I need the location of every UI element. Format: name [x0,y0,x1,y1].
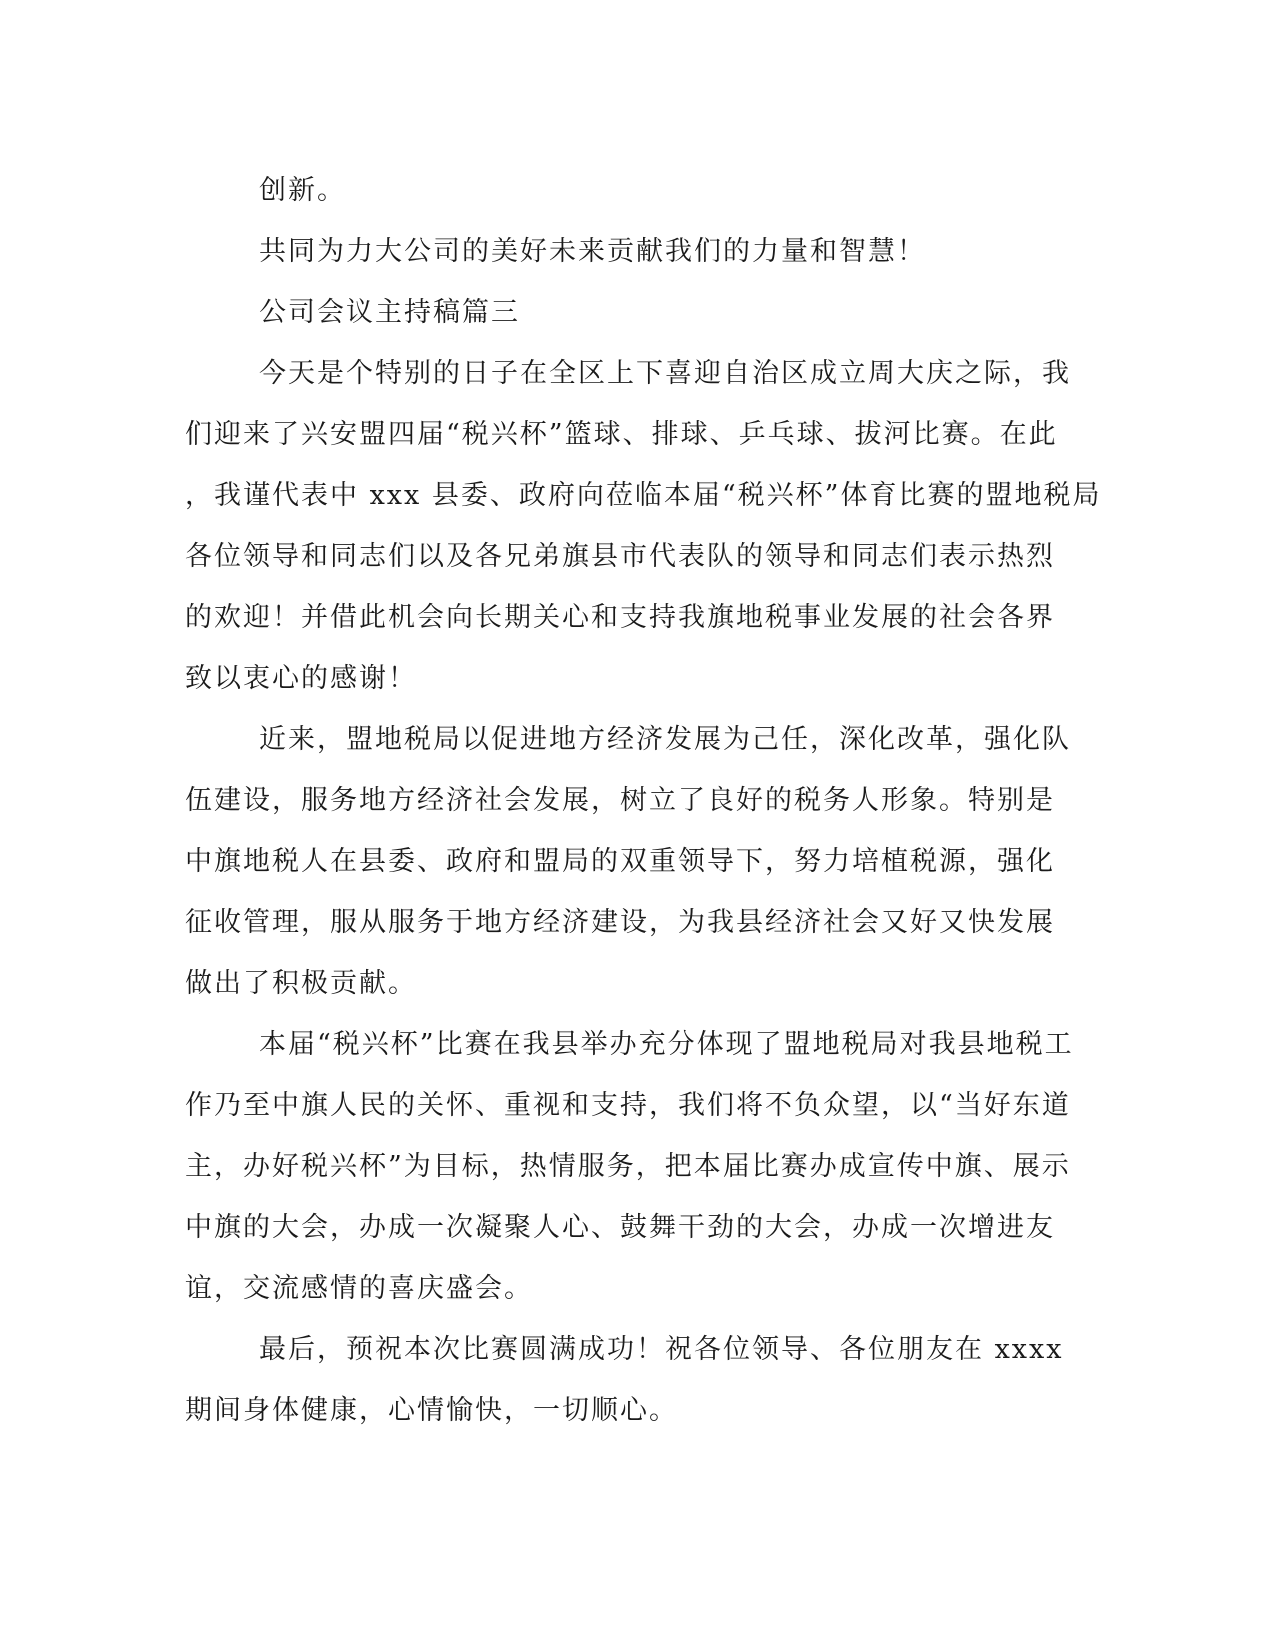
text-line: 最后，预祝本次比赛圆满成功！祝各位领导、各位朋友在 xxxx [259,1334,1064,1365]
text-line: 各位领导和同志们以及各兄弟旗县市代表队的领导和同志们表示热烈 [185,541,1055,572]
paragraph [185,1319,1090,1441]
text-line: 伍建设，服务地方经济社会发展，树立了良好的税务人形象。特别是 [185,785,1055,816]
text-line: 期间身体健康，心情愉快，一切顺心。 [185,1395,678,1426]
text-line: 作乃至中旗人民的关怀、重视和支持，我们将不负众望，以“当好东道 [185,1090,1071,1121]
text-line: 共同为力大公司的美好未来贡献我们的力量和智慧！ [259,236,926,267]
text-line: 近来，盟地税局以促进地方经济发展为己任，深化改革，强化队 [259,724,1071,755]
text-line: 中旗的大会，办成一次凝聚人心、鼓舞干劲的大会，办成一次增进友 [185,1212,1055,1243]
text-line: 创新。 [259,175,346,206]
section-heading [185,282,1090,343]
text-line: 主，办好税兴杯”为目标，热情服务，把本届比赛办成宣传中旗、展示 [185,1151,1071,1182]
text-line: 做出了积极贡献。 [185,968,417,999]
paragraph [185,1014,1090,1319]
text-line: 中旗地税人在县委、政府和盟局的双重领导下，努力培植税源，强化 [185,846,1055,877]
text-line: 本届“税兴杯”比赛在我县举办充分体现了盟地税局对我县地税工 [259,1029,1074,1060]
text-line: 谊，交流感情的喜庆盛会。 [185,1273,533,1304]
text-line: 们迎来了兴安盟四届“税兴杯”篮球、排球、乒乓球、拔河比赛。在此 [185,419,1058,450]
text-line: ，我谨代表中 xxx 县委、政府向莅临本届“税兴杯”体育比赛的盟地税局 [185,480,1102,511]
text-line: 致以衷心的感谢！ [185,663,417,694]
paragraph [185,160,1090,221]
text-line: 公司会议主持稿篇三 [259,297,520,328]
text-line: 今天是个特别的日子在全区上下喜迎自治区成立周大庆之际，我 [259,358,1071,389]
paragraph [185,221,1090,282]
document-body [185,160,1102,1441]
text-line: 的欢迎！并借此机会向长期关心和支持我旗地税事业发展的社会各界 [185,602,1055,633]
paragraph [185,709,1090,1014]
text-line: 征收管理，服从服务于地方经济建设，为我县经济社会又好又快发展 [185,907,1055,938]
paragraph [185,343,1102,709]
